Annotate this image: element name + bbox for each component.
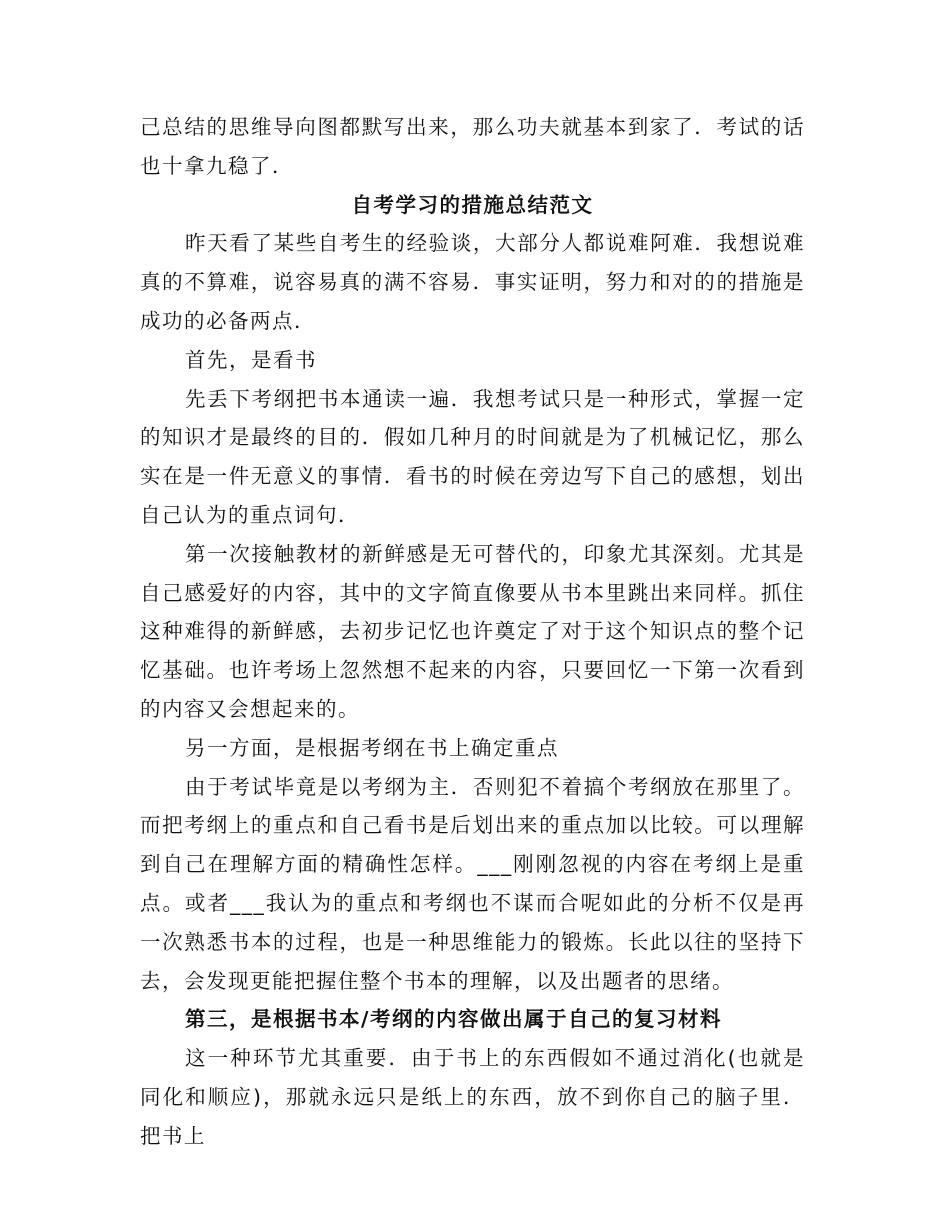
- paragraph-read-book: 先丢下考纲把书本通读一遍．我想考试只是一种形式，掌握一定的知识才是最终的目的．假如几种月的时间就是为了机械记忆，那么实在是一件无意义的事情．看书的时候在旁边写下自己的感想，划出自己认为的重点词句．: [140, 386, 805, 527]
- paragraph-review-material: 这一种环节尤其重要．由于书上的东西假如不通过消化(也就是同化和顺应)，那就永远只是纸上的东西，放不到你自己的脑子里．把书上: [140, 1046, 805, 1148]
- subheading-first: 首先，是看书: [185, 347, 317, 372]
- subheading-second: 另一方面，是根据考纲在书上确定重点: [185, 735, 559, 760]
- paragraph-first-contact: 第一次接触教材的新鲜感是无可替代的，印象尤其深刻。尤其是自己感爱好的内容，其中的文字简直像要从书本里跳出来同样。抓住这种难得的新鲜感，去初步记忆也许奠定了对于这个知识点的整个记忆基础。也许考场上忽然想不起来的内容，只要回忆一下第一次看到的内容又会想起来的。: [140, 541, 805, 721]
- section-title: 自考学习的措施总结范文: [351, 192, 594, 217]
- paragraph-syllabus: 由于考试毕竟是以考纲为主．否则犯不着搞个考纲放在那里了。而把考纲上的重点和自己看书是后划出来的重点加以比较。可以理解到自己在理解方面的精确性怎样。___刚刚忽视的内容在考纲上是重点。或者___我认为的重点和考纲也不谋而合呢如此的分析不仅是再一次熟悉书本的过程，也是一种思维能力的锻炼。长此以往的坚持下去，会发现更能把握住整个书本的理解，以及出题者的思绪。: [140, 774, 805, 993]
- document-body: [140, 108, 805, 1156]
- subheading-third: 第三，是根据书本/考纲的内容做出属于自己的复习材料: [185, 1007, 722, 1032]
- paragraph-continuation: 己总结的思维导向图都默写出来，那么功夫就基本到家了．考试的话也十拿九稳了．: [140, 115, 805, 178]
- paragraph-intro: 昨天看了某些自考生的经验谈，大部分人都说难阿难．我想说难真的不算难，说容易真的满不容易．事实证明，努力和对的的措施是成功的必备两点．: [140, 231, 805, 333]
